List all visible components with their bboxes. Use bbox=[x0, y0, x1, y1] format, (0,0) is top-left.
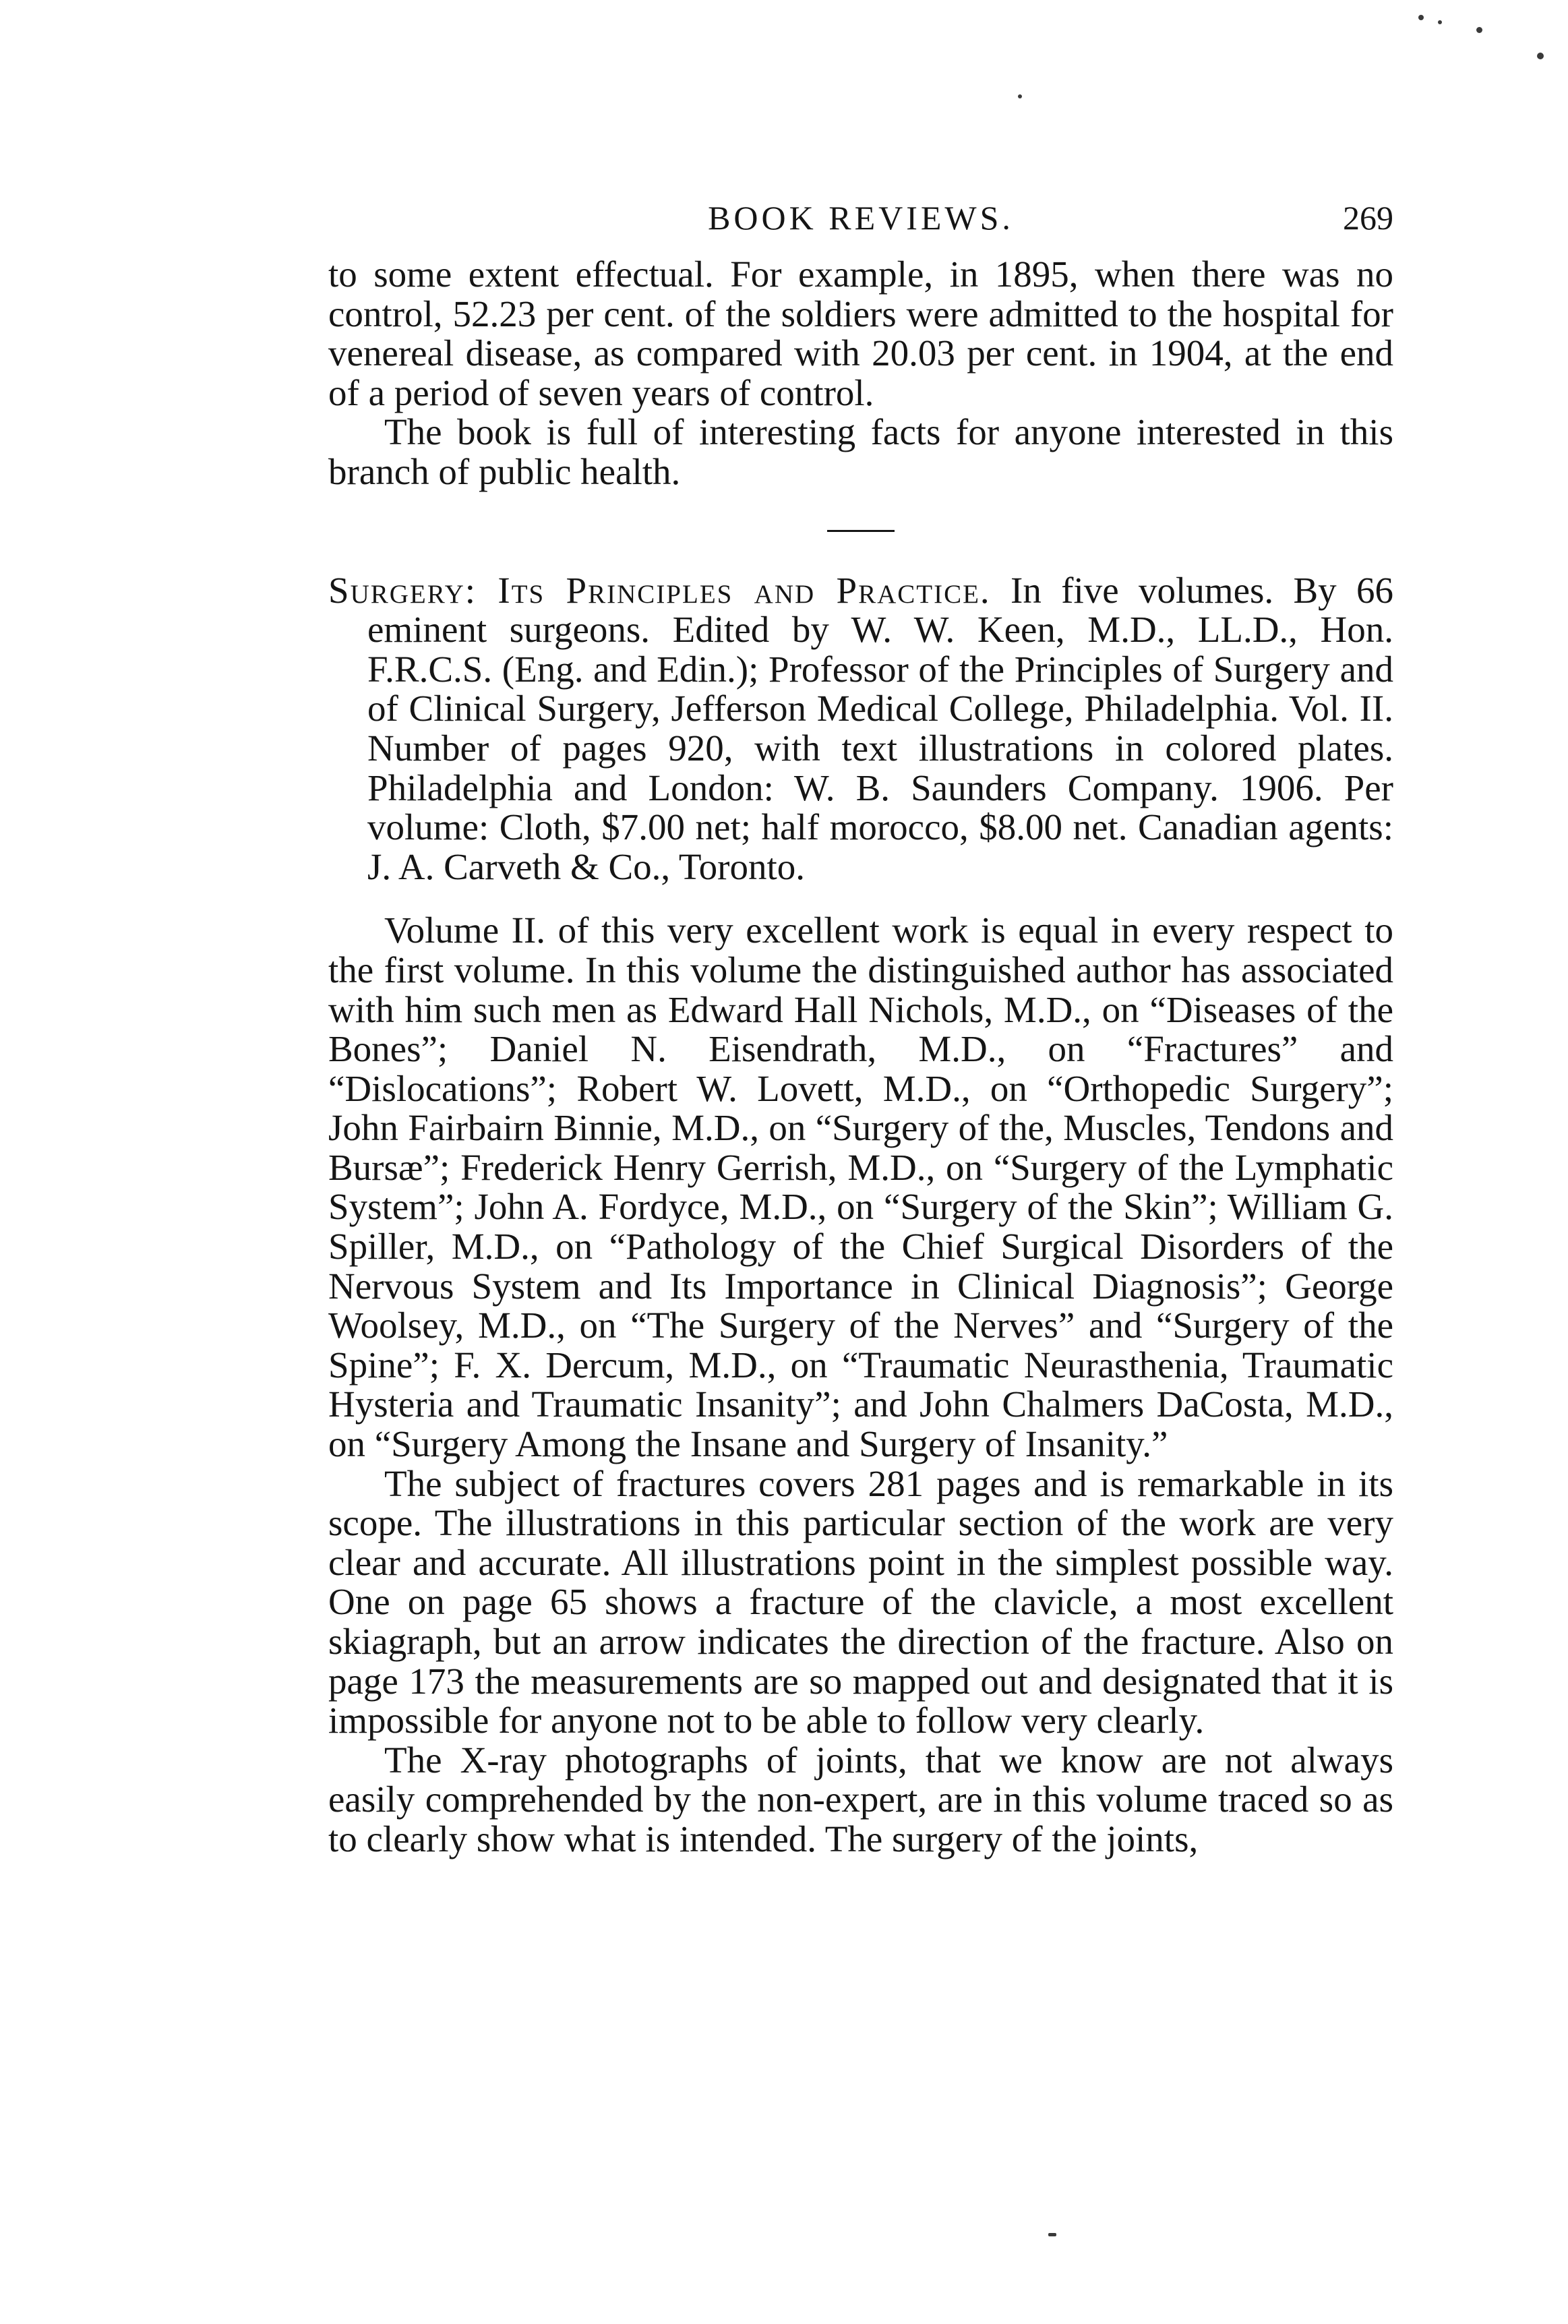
review-citation bbox=[328, 571, 1393, 887]
scan-speck bbox=[1438, 20, 1442, 24]
review-title: Surgery: Its Principles and Practice. bbox=[328, 569, 991, 611]
page-header bbox=[328, 194, 1393, 241]
review-paragraph-xray: The X-ray photographs of joints, that we know are not always easily comprehended by the non-expert, are in this volume traced so as to clearly show what is intended. The surgery of the joints, bbox=[328, 1739, 1393, 1859]
page-body bbox=[328, 255, 1393, 1859]
paragraph-continued: to some extent effectual. For example, in 1895, when there was no control, 52.23 per cent. of the soldiers were admitted to the hospital for venereal disease, as compared with 20.03 per cent. in 1904, at the end of a period of seven years of control. bbox=[328, 254, 1393, 413]
paragraph-summary: The book is full of interesting facts for anyone interested in this branch of public health. bbox=[328, 411, 1393, 492]
scan-speck bbox=[1048, 2233, 1056, 2236]
paragraph-gap bbox=[328, 887, 1393, 911]
review-paragraph-fractures: The subject of fractures covers 281 pages and is remarkable in its scope. The illustrations in this particular section of the work are very clear and accurate. All illustrations point in the simplest possible way. One on page 65 shows a fracture of the clavicle, a most excellent skiagraph, but an arrow indicates the direction of the fracture. Also on page 173 the measurements are so mapped out and designated that it is impossible for anyone not to be able to follow very clearly. bbox=[328, 1462, 1393, 1741]
review-citation-details: In five volumes. By 66 eminent surgeons. Edited by W. W. Keen, M.D., LL.D., Hon. F.R.C.S. (Eng. and Edin.); Professor of the Principles of Surgery and of Clinical Surgery, Jefferson Medical College, Philadelphia. Vol. II. Number of pages 920, with text illustrations in colored plates. Philadelphia and London: W. B. Saunders Company. 1906. Per volume: Cloth, $7.00 net; half morocco, $8.00 net. Canadian agents: J. A. Carveth & Co., Toronto. bbox=[367, 569, 1394, 887]
page-number: 269 bbox=[1343, 199, 1393, 237]
running-head: BOOK REVIEWS. bbox=[708, 199, 1014, 237]
scan-speck bbox=[1418, 15, 1424, 20]
section-divider bbox=[827, 530, 895, 532]
scan-speck bbox=[1537, 53, 1544, 59]
scan-speck bbox=[1476, 27, 1482, 33]
review-paragraph-contributors: Volume II. of this very excellent work is equal in every respect to the first volume. In this volume the distinguished author has associated with him such men as Edward Hall Nichols, M.D., on “Diseases of the Bones”; Daniel N. Eisendrath, M.D., on “Fractures” and “Dislocations”; Robert W. Lovett, M.D., on “Orthopedic Surgery”; John Fairbairn Binnie, M.D., on “Surgery of the, Muscles, Tendons and Bursæ”; Frederick Henry Gerrish, M.D., on “Surgery of the Lymphatic System”; John A. Fordyce, M.D., on “Surgery of the Skin”; William G. Spiller, M.D., on “Pathology of the Chief Surgical Disorders of the Nervous System and Its Importance in Clinical Diagnosis”; George Woolsey, M.D., on “The Surgery of the Nerves” and “Surgery of the Spine”; F. X. Dercum, M.D., on “Traumatic Neurasthenia, Traumatic Hysteria and Traumatic Insanity”; and John Chalmers DaCosta, M.D., on “Surgery Among the Insane and Surgery of Insanity.” bbox=[328, 910, 1393, 1465]
scan-speck bbox=[1018, 94, 1022, 98]
